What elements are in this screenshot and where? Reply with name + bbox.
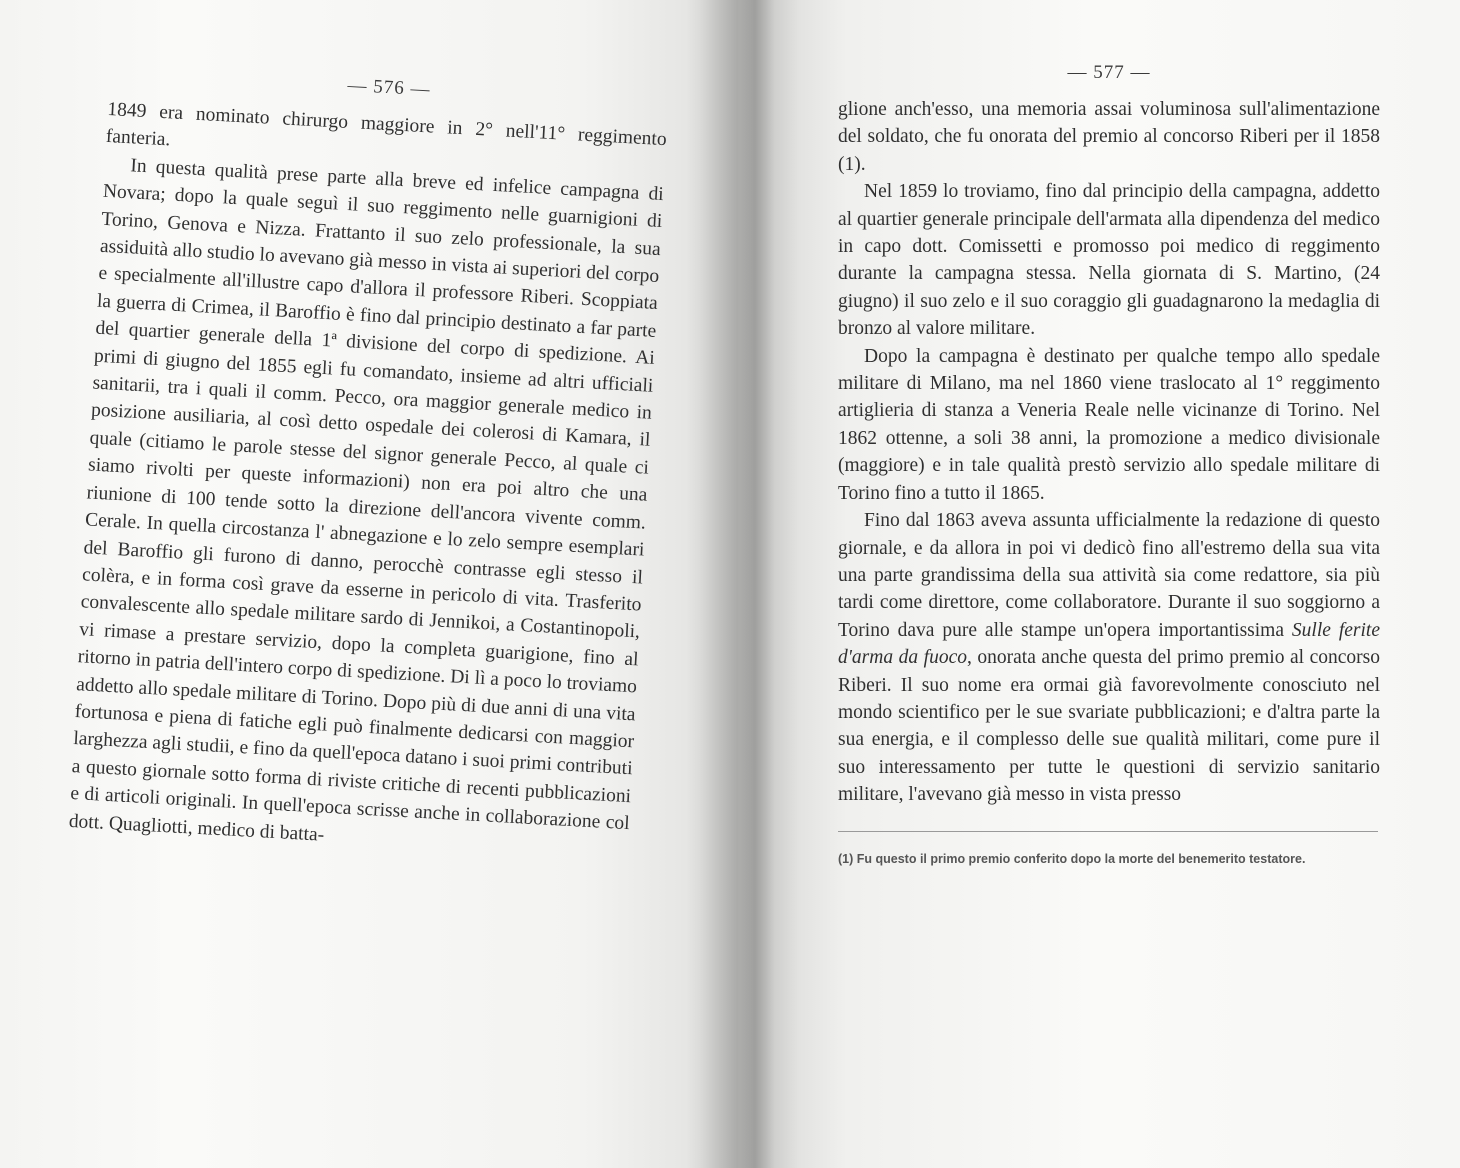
footnote: (1) Fu questo il primo premio conferito dopo la morte del benemerito testatore.: [838, 851, 1306, 866]
paragraph: In questa qualità prese parte alla breve ed infelice campagna di Novara; dopo la quale seguì il suo reggimento nelle guarnigioni di Torino, Genova e Nizza. Frattanto il suo zelo professionale, la sua assiduità allo studio lo avevano già messo in vista ai superiori del corpo e specialmente all'illustre capo d'allora il professore Riberi. Scoppiata la guerra di Crimea, il Baroffio è fino dal principio destinato a far parte del quartier generale della 1ª divisione del corpo di spedizione. Ai primi di giugno del 1855 egli fu comandato, insieme ad altri ufficiali sanitarii, tra i quali il comm. Pecco, ora maggior generale medico in posizione ausiliaria, al così detto ospedale dei colerosi di Kamara, il quale (citiamo le parole stesse del signor generale Pecco, al quale ci siamo rivolti per queste informazioni) non era poi altro che una riunione di 100 tende sotto la direzione dell'ancora vivente comm. Cerale. In quella circostanza l' abnegazione e lo zelo sempre esemplari del Baroffio gli furono di danno, perocchè contrasse egli stesso il colèra, e in forma così grave da esserne in pericolo di vita. Trasferito convalescente allo spedale militare sardo di Jennikoi, a Costantinopoli, vi rimase a prestare servizio, dopo la completa guarigione, fino al ritorno in patria dell'intero corpo di spedizione. Di lì a poco lo troviamo addetto allo spedale militare di Torino. Dopo più di due anni di una vita fortunosa e piena di fatiche egli può finalmente dedicarsi con maggior larghezza agli studii, e fino da quell'epoca datano i suoi primi contributi a questo giornale sotto forma di riviste critiche di recenti pubblicazioni e di articoli originali. In quell'epoca scrisse anche in collaborazione col dott. Quagliotti, medico di batta-: [68, 155, 665, 846]
footnote-rule: [838, 831, 1378, 832]
paragraph: 1849 era nominato chirurgo maggiore in 2° nell'11° reggimento fanteria.: [105, 98, 668, 151]
paragraph: Dopo la campagna è destinato per qualche tempo allo spedale militare di Milano, ma nel 1860 viene traslocato al 1° reggimento artiglieria di stanza a Veneria Reale nelle vicinanze di Torino. Nel 1862 ottenne, a soli 38 anni, la promozione a medico divisionale (maggiore) e in tale qualità prestò servizio allo spedale militare di Torino fino a tutto il 1865.: [838, 345, 1380, 504]
paragraph-text: Fino dal 1863 aveva assunta ufficialmente la redazione di questo giornale, e da allora in poi vi dedicò fino all'estremo della sua vita una parte grandissima della sua attività sia come redattore, sia più tardi come direttore, come collaboratore. Durante il suo soggiorno a Torino dava pure alle stampe un'opera importantissima: [838, 510, 1380, 641]
paragraph: [838, 507, 1380, 808]
paragraph-text: , onorata anche questa del primo premio al concorso Riberi. Il suo nome era ormai già favorevolmente conosciuto nel mondo scientifico per le sue svariate pubblicazioni; e d'altra parte la sua energia, e il complesso delle sue qualità militari, come pure il suo interessamento per tutte le questioni di servizio sanitario militare, l'avevano già messo in vista presso: [838, 647, 1380, 806]
right-page: [838, 62, 1380, 868]
page-number-right: — 577 —: [1067, 62, 1151, 83]
left-page-text: [68, 96, 667, 865]
paragraph: Nel 1859 lo troviamo, fino dal principio della campagna, addetto al quartier generale principale dell'armata alla dipendenza del medico in capo dott. Comissetti e promosso poi medico di reggimento durante la campagna stessa. Nella giornata di S. Martino, (24 giugno) il suo zelo e il suo coraggio gli guadagnarono la medaglia di bronzo al valore militare.: [838, 181, 1380, 340]
paragraph: glione anch'esso, una memoria assai voluminosa sull'alimentazione del soldato, che fu onorata del premio al concorso Riberi per il 1858 (1).: [838, 99, 1380, 175]
page-number-left: — 576 —: [347, 74, 432, 101]
book-title-italic: Sulle ferite d'arma da fuoco: [838, 619, 1380, 669]
book-gutter: [700, 0, 800, 1168]
left-page: [68, 62, 669, 865]
right-page-text: [838, 96, 1380, 809]
